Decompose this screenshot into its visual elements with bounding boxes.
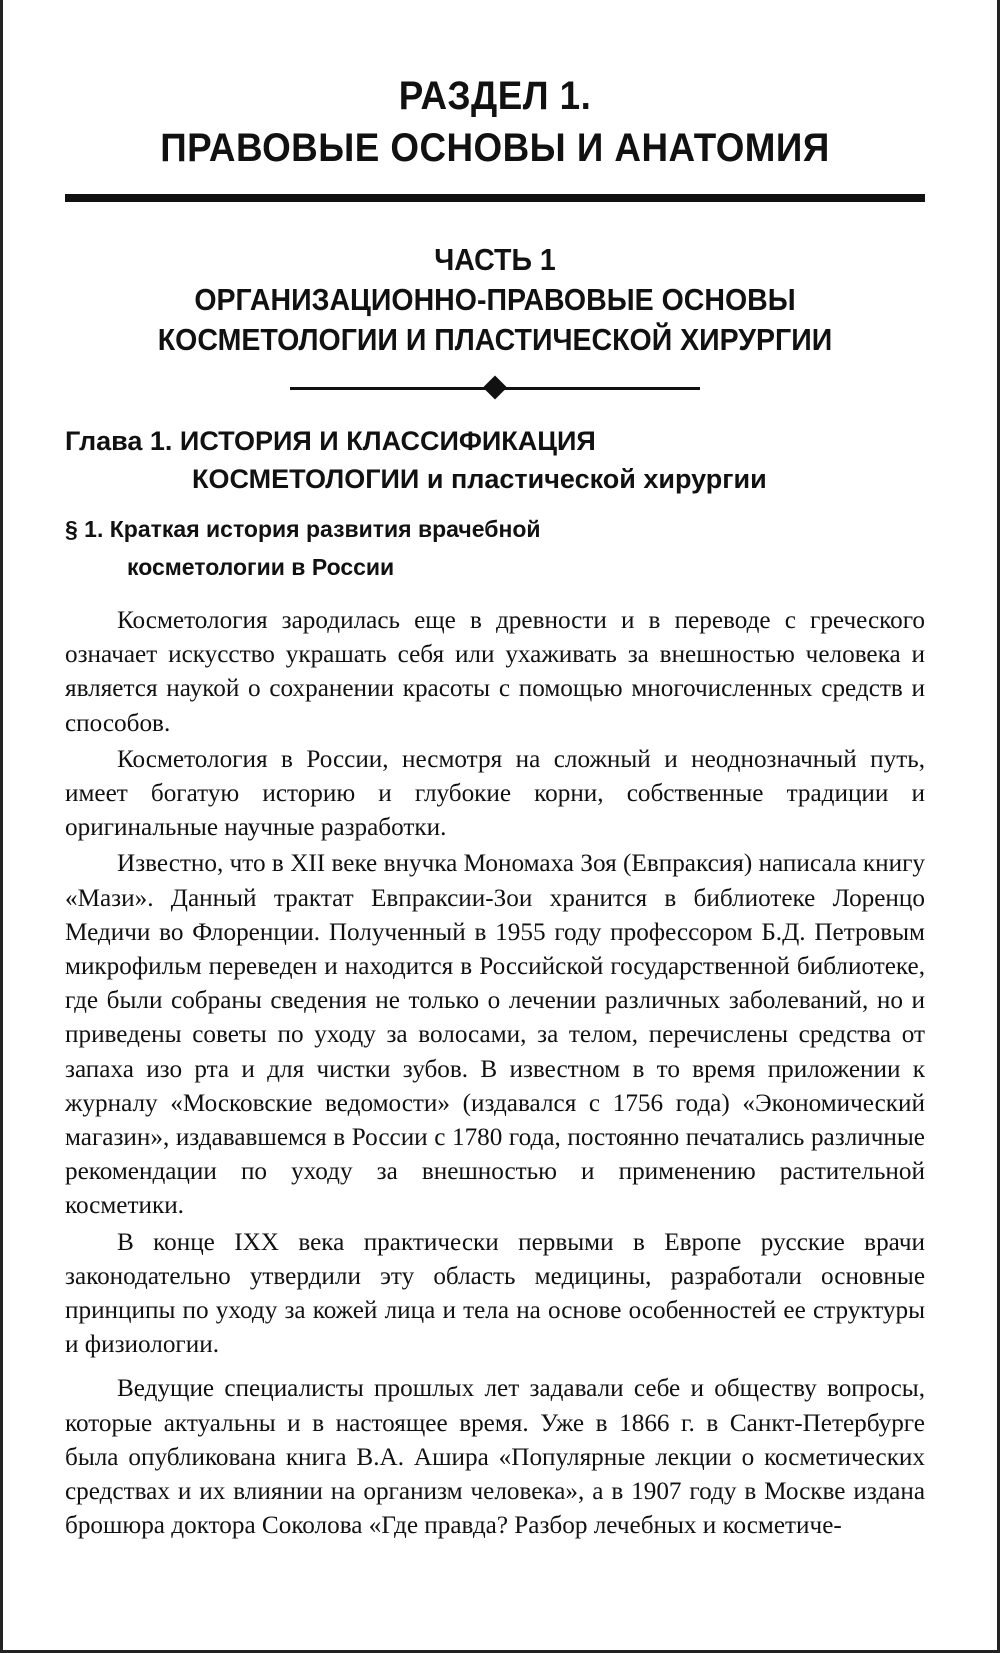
paragraph-heading-line-1: § 1. Краткая история развития врачебной: [65, 516, 541, 542]
body-paragraph: Косметология в России, несмотря на сложный и неоднозначный путь, имеет богатую историю и глубокие корни, собственные традиции и оригинальные научные разработки.: [65, 745, 925, 842]
body-paragraph: Известно, что в XII веке внучка Мономаха Зоя (Евпраксия) написала книгу «Мази». Данный трактат Евпраксии-Зои хранится в библиотеке Лоренцо Медичи во Флоренции. Полученный в 1955 году профессором Б.Д. Петровым микрофильм переведен и находится в Российской государственной библиотеке, где были собраны сведения не только о лечении различных заболеваний, но и приведены советы по уходу за волосами, за телом, перечислены средства от запаха изо рта и для чистки зубов. В известном в то время приложении к журналу «Московские ведомости» (издавался с 1756 года) «Экономический магазин», издававшемся в России с 1780 года, постоянно печатались различные рекомендации по уходу за внешностью и применению растительной косметики.: [65, 850, 925, 1220]
diamond-icon: [483, 375, 507, 399]
part-title-line-2: ОРГАНИЗАЦИОННО-ПРАВОВЫЕ ОСНОВЫ: [194, 282, 796, 317]
part-title-line-3: КОСМЕТОЛОГИИ И ПЛАСТИЧЕСКОЙ ХИРУРГИИ: [157, 322, 833, 357]
page-content: [65, 70, 925, 1545]
section-title-line-2: ПРАВОВЫЕ ОСНОВЫ И АНАТОМИЯ: [160, 126, 830, 170]
paragraph-heading-line-2: косметологии в России: [127, 554, 395, 580]
chapter-heading-line-1: Глава 1. ИСТОРИЯ И КЛАССИФИКАЦИЯ: [65, 426, 596, 456]
section-title: [99, 70, 890, 174]
body-paragraph: Косметология зародилась еще в древности и в переводе с греческого означает искусство украшать себя или ухаживать за внешностью человека и является наукой о сохранении красоты с помощью многочисленных средств и способов.: [65, 607, 925, 737]
part-title-line-1: ЧАСТЬ 1: [434, 242, 556, 277]
paragraph-heading: [65, 510, 925, 586]
section-title-line-1: РАЗДЕЛ 1.: [398, 74, 592, 118]
part-title: [65, 240, 925, 360]
body-paragraph: Ведущие специалисты прошлых лет задавали себе и обществу вопросы, которые актуальны и в настоящее время. Уже в 1866 г. в Санкт-Петербурге была опубликована книга В.А. Ашира «Популярные лекции о косметических средствах и их влиянии на организм человека», а в 1907 году в Москве издана брошюра доктора Соколова «Где правда? Разбор лечебных и косметиче-: [65, 1375, 925, 1540]
section-divider: [65, 194, 925, 202]
chapter-heading: [65, 422, 925, 498]
body-text: [65, 604, 925, 1543]
diamond-ornament-divider: [290, 376, 700, 400]
body-paragraph: В конце IXX века практически первыми в Европе русские врачи законодательно утвердили эту область медицины, разработали основные принципы по уходу за кожей лица и тела на основе особенностей ее структуры и физиологии.: [65, 1228, 925, 1359]
chapter-heading-line-2: КОСМЕТОЛОГИИ и пластической хирургии: [192, 464, 767, 494]
